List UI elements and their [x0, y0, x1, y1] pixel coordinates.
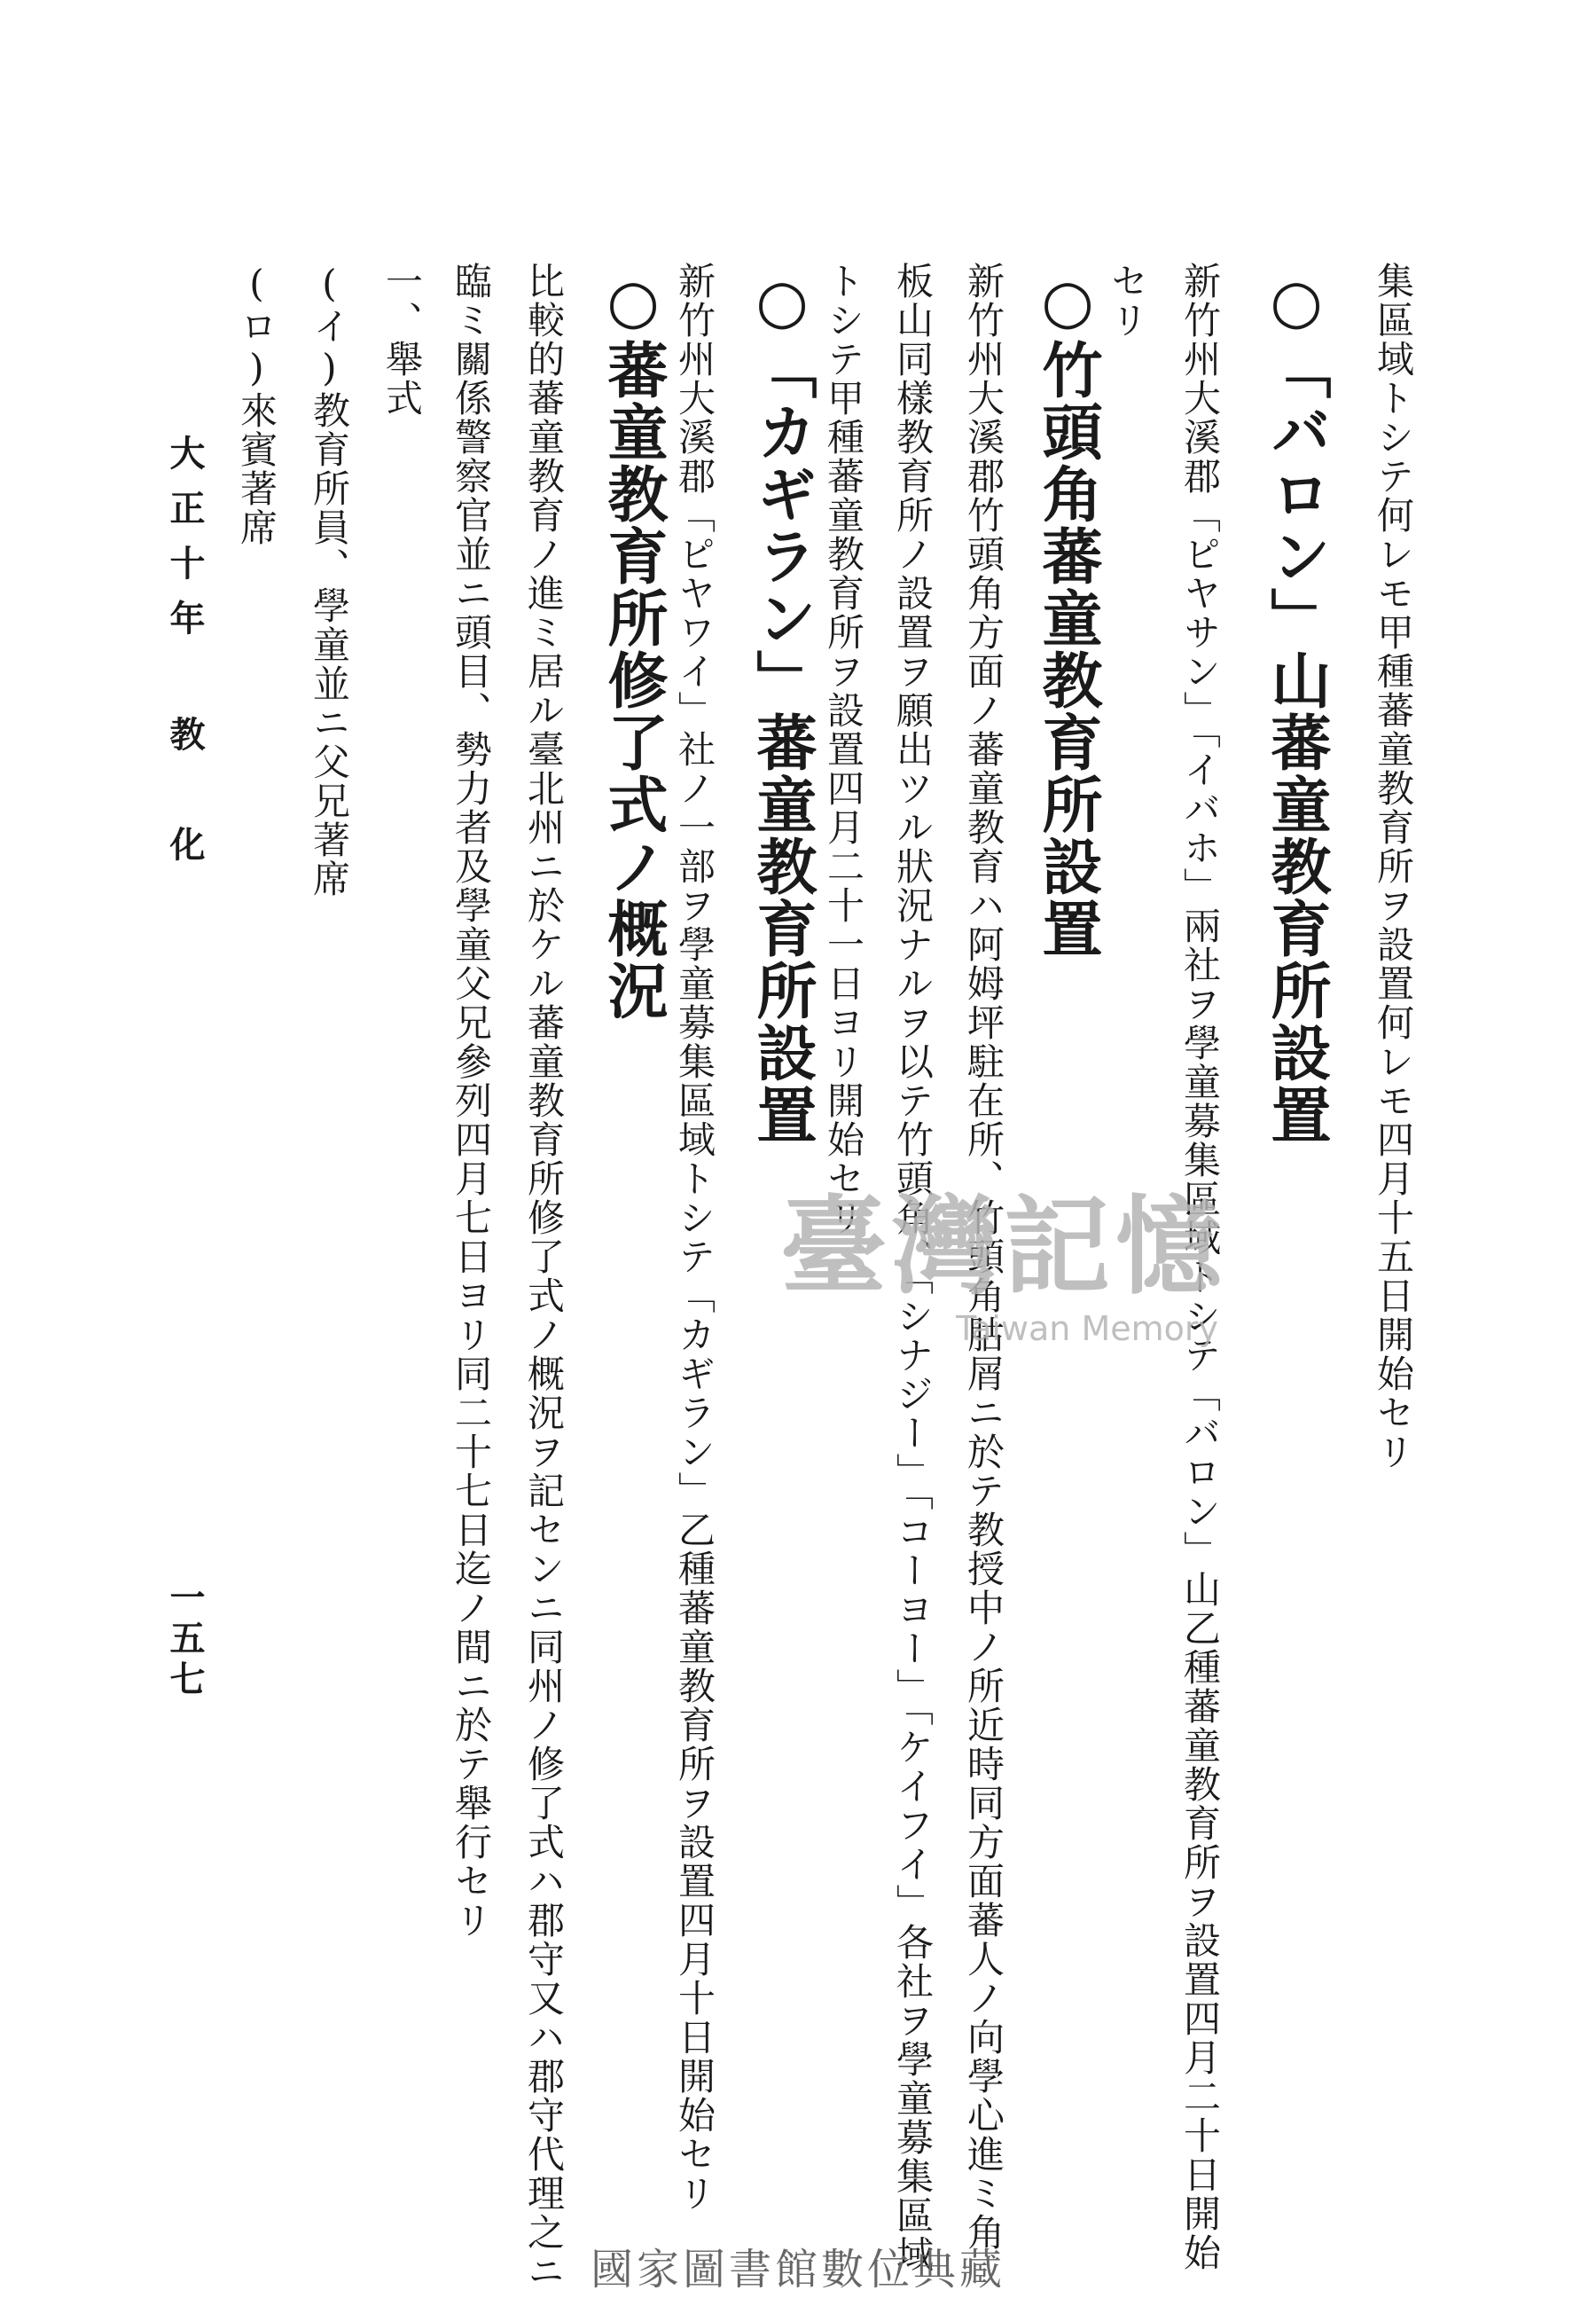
list-item-i: (イ)教育所員、學童並ニ父兄著席	[308, 262, 351, 898]
list-item-ceremony: 一、舉式	[380, 262, 424, 418]
text-column-1: 集區域トシテ何レモ甲種蕃童教育所ヲ設置何レモ四月十五日開始セリ	[1372, 262, 1415, 1471]
footer-credit: 國家圖書館數位典藏	[590, 2245, 1005, 2294]
page-number: 一五七	[164, 1579, 206, 1701]
section-heading-completion-ceremony: ○蕃童教育所修了式ノ概況	[598, 266, 669, 1022]
text-column-7: 板山同樣教育所ノ設置ヲ願出ツル狀況ナルヲ以テ竹頭角、「シナジー」「コーヨー」「ケイフイ」各社ヲ學童募集區域	[891, 262, 935, 2274]
section-heading-baron: ○「バロン」山蕃童教育所設置	[1261, 266, 1332, 1146]
text-column-8: トシテ甲種蕃童教育所ヲ設置四月二十一日ヨリ開始セリ	[822, 262, 865, 1237]
text-column-6: 新竹州大溪郡竹頭角方面ノ蕃童教育ハ阿姆坪駐在所、竹頭角𦙶屑ニ於テ教授中ノ所近時同方面蕃人ノ向學心進ミ角	[962, 262, 1005, 2252]
text-column-10: 新竹州大溪郡「ピヤワイ」社ノ一部ヲ學童募集區域トシテ「カギラン」乙種蕃童教育所ヲ設置四月十日開始セリ	[673, 262, 716, 2213]
text-column-12: 比較的蕃童教育ノ進ミ居ル臺北州ニ於ケル蕃童教育所修了式ノ概況ヲ記センニ同州ノ修了式ハ郡守又ハ郡守代理之ニ	[522, 262, 566, 2291]
watermark-english: Taiwan Memory	[956, 1309, 1218, 1348]
list-item-ro: (ロ)來賓著席	[235, 262, 278, 547]
text-column-13: 臨ミ關係警察官並ニ頭目、勢力者及學童父兄參列四月七日ヨリ同二十七日迄ノ間ニ於テ舉行セリ	[450, 262, 493, 1940]
text-column-4: セリ	[1106, 262, 1149, 340]
section-heading-kagiran: ○「カギラン」蕃童教育所設置	[747, 266, 818, 1146]
watermark-chinese: 臺灣記憶	[780, 1184, 1227, 1309]
section-heading-takeoukaku: ○竹頭角蕃童教育所設置	[1032, 266, 1103, 960]
text-column-3: 新竹州大溪郡「ピヤサン」「イバホ」兩社ヲ學童募集區域トシテ「バロン」山乙種蕃童教育所ヲ設置四月二十日開始	[1178, 262, 1222, 2272]
running-head-title: 大正十年 教 化	[164, 435, 206, 881]
